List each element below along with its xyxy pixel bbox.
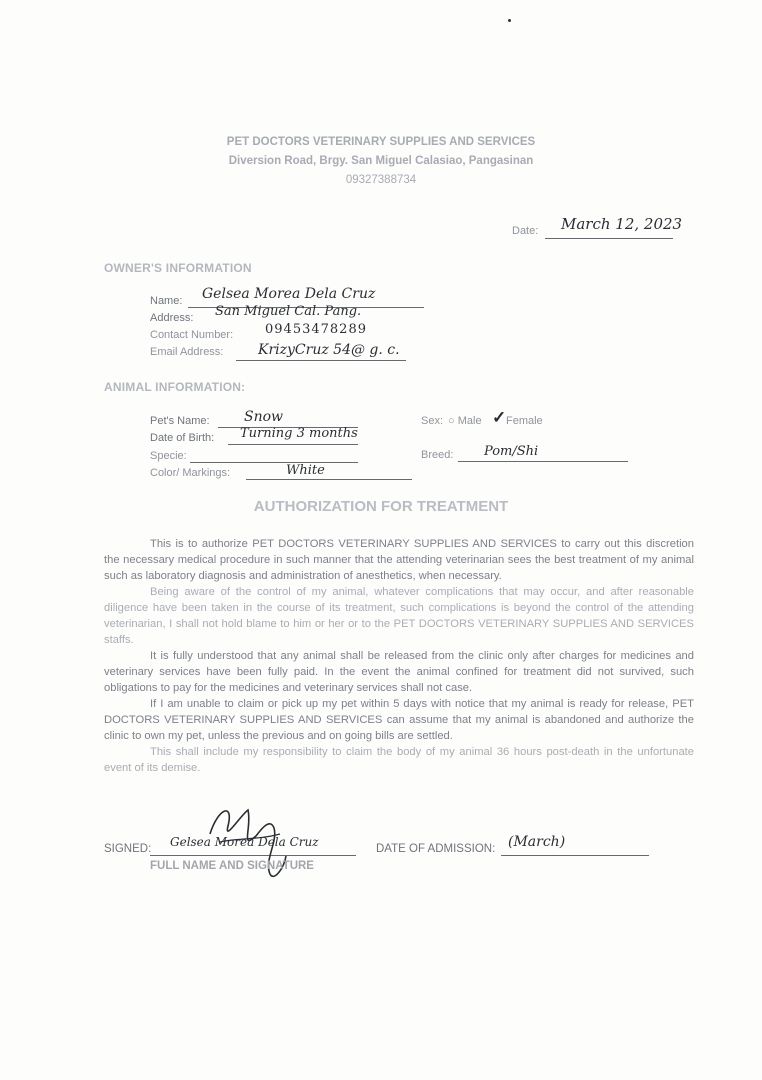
owner-contact-label: Contact Number: — [150, 329, 234, 341]
sex-male-label: Male — [457, 415, 482, 427]
specie-label: Specie: — [150, 450, 187, 462]
date-label: Date: — [512, 225, 539, 237]
breed-value[interactable]: Pom/Shi — [484, 444, 539, 459]
owner-address-label: Address: — [150, 312, 194, 324]
admission-line — [501, 855, 649, 856]
full-name-signature-label: FULL NAME AND SIGNATURE — [150, 860, 314, 872]
authorization-paragraph: If I am unable to claim or pick up my pet within 5 days with notice that my animal is ready for release, PET DOCTORS VETERINARY SUPPLIES AND SERVICES can assume that my animal is abandoned and authorize the clinic to own my pet, unless the previous and on going bills are settled. — [104, 698, 694, 742]
breed-label: Breed: — [421, 449, 454, 461]
speck — [508, 19, 511, 22]
date-value[interactable]: March 12, 2023 — [561, 215, 683, 233]
owner-email-value[interactable]: KrizyCruz 54@ g. c. — [258, 342, 400, 358]
specie-line — [190, 462, 358, 463]
pet-name-label: Pet's Name: — [150, 415, 210, 427]
owner-contact-value[interactable]: 09453478289 — [265, 322, 367, 337]
owner-name-label: Name: — [150, 295, 183, 307]
dob-label: Date of Birth: — [150, 432, 215, 444]
authorization-paragraph: This is to authorize PET DOCTORS VETERINARY SUPPLIES AND SERVICES to carry out this discretion the necessary medical procedure in such manner that the attending veterinarian sees the best treatment of my animal such as laboratory diagnosis and administration of anesthetics, when necessary. — [104, 538, 694, 582]
radio-circle-icon: ○ — [448, 415, 455, 427]
owner-email-line — [236, 360, 406, 361]
color-label: Color/ Markings: — [150, 467, 231, 479]
authorization-paragraph: It is fully understood that any animal shall be released from the clinic only after charges for medicines and veterinary services have been fully paid. In the event the animal confined for treatment did not survived, such obligations to pay for the medicines and veterinary services shall not case. — [104, 650, 694, 694]
dob-line — [228, 444, 358, 445]
color-line — [246, 479, 412, 480]
pet-name-value[interactable]: Snow — [244, 409, 284, 425]
breed-line — [458, 461, 628, 462]
animal-section-title: ANIMAL INFORMATION: — [104, 380, 246, 394]
owner-address-value[interactable]: San Miguel Cal. Pang. — [215, 304, 362, 319]
owner-section-title: OWNER'S INFORMATION — [104, 261, 252, 275]
color-value[interactable]: White — [286, 463, 325, 478]
admission-value[interactable]: (March) — [508, 834, 566, 850]
sex-female-check-icon[interactable]: ✓ — [492, 408, 507, 428]
sex-female-label: Female — [506, 415, 543, 427]
signed-value[interactable]: Gelsea Morea Dela Cruz — [170, 835, 319, 849]
clinic-name: PET DOCTORS VETERINARY SUPPLIES AND SERVICES — [226, 136, 536, 148]
signed-label: SIGNED: — [104, 843, 152, 855]
dob-value[interactable]: Turning 3 months — [240, 426, 358, 441]
owner-email-label: Email Address: — [150, 346, 224, 358]
sex-label: Sex: — [421, 415, 444, 427]
authorization-body — [104, 536, 694, 776]
clinic-address: Diversion Road, Brgy. San Miguel Calasiao, Pangasinan — [228, 155, 534, 167]
clinic-phone: 09327388734 — [345, 174, 417, 186]
owner-name-value[interactable]: Gelsea Morea Dela Cruz — [202, 286, 376, 302]
authorization-title: AUTHORIZATION FOR TREATMENT — [253, 498, 509, 515]
date-line — [545, 238, 673, 239]
authorization-paragraph: This shall include my responsibility to claim the body of my animal 36 hours post-death in the unfortunate event of its demise. — [104, 746, 694, 774]
signature-scribble-icon — [200, 798, 296, 886]
admission-label: DATE OF ADMISSION: — [376, 843, 496, 855]
authorization-paragraph: Being aware of the control of my animal, whatever complications that may occur, and after reasonable diligence have been taken in the course of its treatment, such complications is beyond the control of the attending veterinarian, I shall not hold blame to him or her or to the PET DOCTORS VETERINARY SUPPLIES AND SERVICES staffs. — [104, 586, 694, 646]
sex-male-radio[interactable] — [448, 415, 482, 427]
